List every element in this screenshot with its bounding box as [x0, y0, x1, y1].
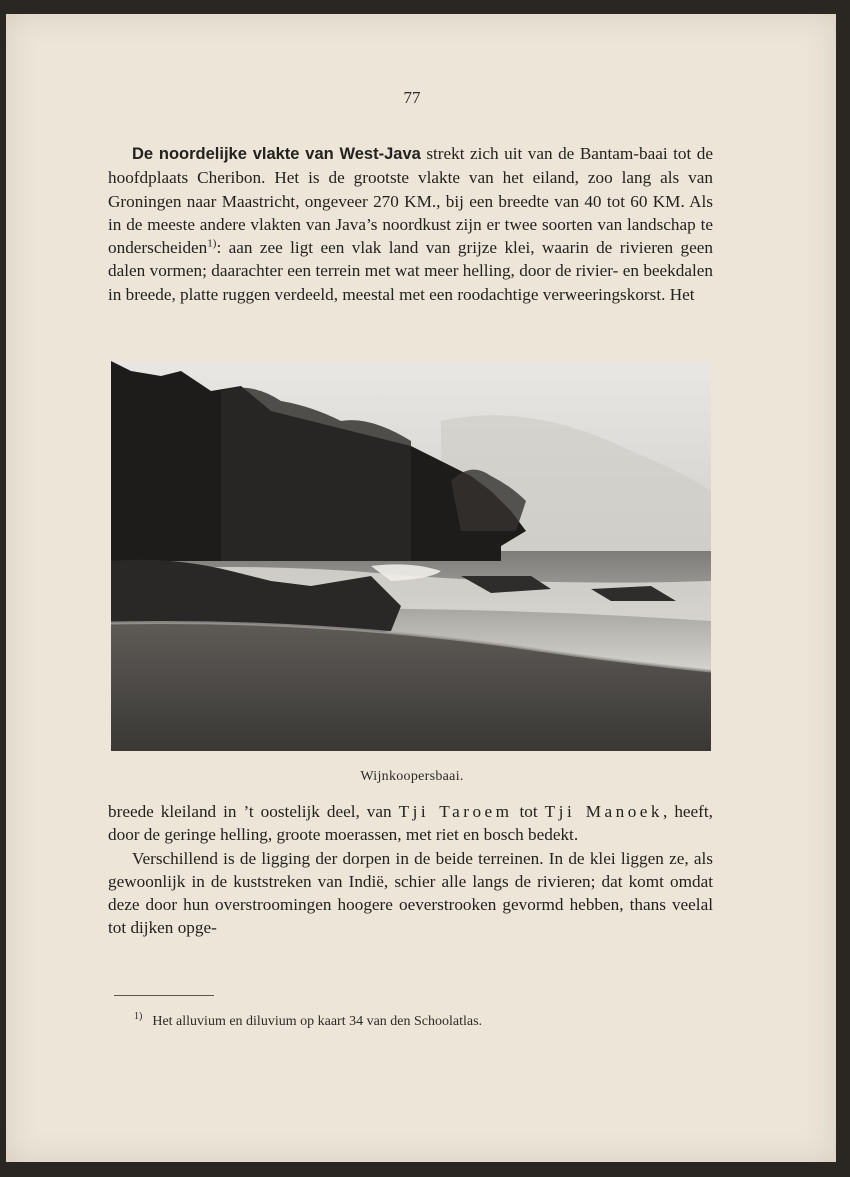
- footnote-marker: 1): [134, 1011, 143, 1023]
- paragraph-kleiland-part-2: tot: [512, 802, 545, 821]
- top-text-block: [108, 142, 713, 306]
- paragraph-kleiland: [108, 800, 713, 847]
- footnote-divider: [114, 995, 214, 996]
- river-name-tji-manoek: Tji Manoek: [544, 802, 664, 821]
- section-lead: De noordelijke vlakte van West-Java: [132, 145, 421, 163]
- photograph-bay: [111, 361, 711, 751]
- photo-caption: Wijnkoopersbaai.: [360, 769, 464, 784]
- paragraph-kleiland-part-1: breede kleiland in ’t oostelijk deel, van: [108, 802, 399, 821]
- river-name-tji-taroem: Tji Taroem: [398, 802, 513, 821]
- page-number: 77: [403, 88, 421, 107]
- paragraph-intro-part-2: : aan zee ligt een vlak land van grijze klei, waarin de rivieren geen dalen vormen; daarachter een terrein met wat meer helling, door de rivier- en beekdalen in breede, platte ruggen verdeeld, meestal met een roodachtige verweeringskorst. Het: [108, 238, 713, 304]
- paragraph-intro-part-1: strekt zich uit van de Bantam-baai tot de hoofdplaats Cheribon. Het is de grootste vlakte van het eiland, zoo lang als van Groningen naar Maastricht, ongeveer 270 KM., bij een breedte van 40 tot 60 KM. Als in de meeste andere vlakten van Java’s noordkust zijn er twee soorten van landschap te onderscheiden: [108, 144, 713, 258]
- paragraph-kleiland-part-3: , heeft, door de geringe helling, groote moerassen, met riet en bosch bedekt.: [108, 802, 713, 845]
- book-page: [6, 14, 836, 1162]
- footnote-text: Het alluvium en diluvium op kaart 34 van den Schoolatlas.: [152, 1014, 483, 1029]
- paragraph-intro: [108, 142, 713, 306]
- paragraph-dorpen: Verschillend is de ligging der dorpen in de beide terreinen. In de klei liggen ze, als gewoonlijk in de kuststreken van Indië, schier alle langs de rivieren; dat komt omdat deze door hun overstroomingen hoogere oeverstrooken gevormd hebben, thans veelal tot dijken opge-: [108, 848, 713, 938]
- bottom-text-block: [108, 800, 713, 940]
- footnote: [134, 1011, 483, 1030]
- footnote-reference: 1): [207, 237, 217, 250]
